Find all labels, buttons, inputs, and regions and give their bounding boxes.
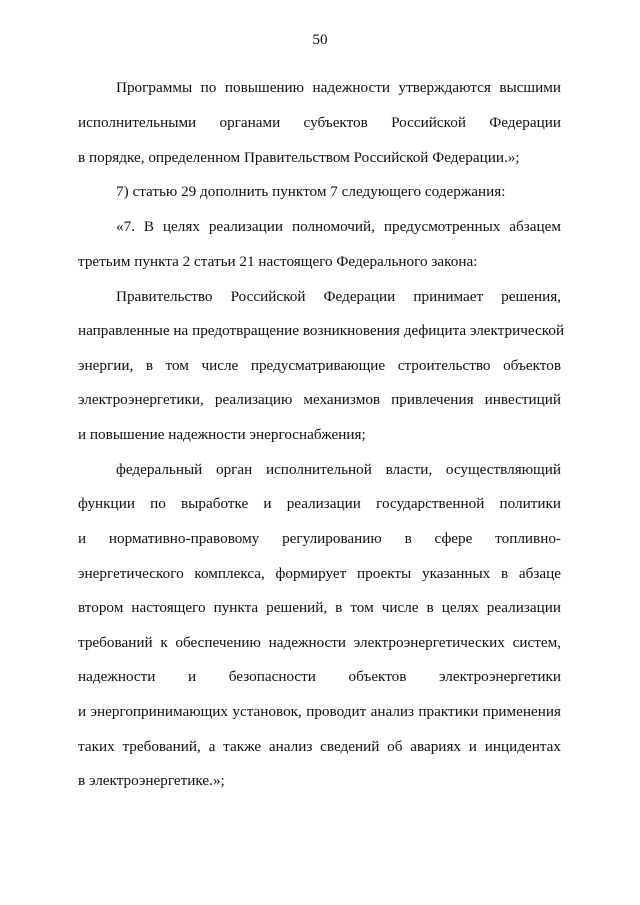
text-line: Программы по повышению надежности утверждаются высшими (116, 79, 561, 96)
text-line: третьим пункта 2 статьи 21 настоящего Федерального закона: (78, 253, 478, 270)
text-line: и энергопринимающих установок, проводит анализ практики применения (78, 703, 561, 720)
text-line: энергии, в том числе предусматривающие строительство объектов (78, 357, 561, 374)
text-line: федеральный орган исполнительной власти, осуществляющий (116, 461, 561, 478)
text-line: функции по выработке и реализации государственной политики (78, 495, 561, 512)
text-line: 7) статью 29 дополнить пунктом 7 следующего содержания: (116, 183, 506, 200)
text-line: Правительство Российской Федерации принимает решения, (116, 288, 561, 305)
page-number: 50 (312, 31, 328, 48)
text-line: и нормативно-правовому регулированию в сфере топливно- (78, 530, 561, 547)
text-line: требований к обеспечению надежности электроэнергетических систем, (78, 634, 561, 651)
text-line: и повышение надежности энергоснабжения; (78, 426, 366, 443)
text-line: втором настоящего пункта решений, в том числе в целях реализации (78, 599, 561, 616)
text-line: в электроэнергетике.»; (78, 772, 225, 789)
text-line: исполнительными органами субъектов Российской Федерации (78, 114, 561, 131)
text-line: таких требований, а также анализ сведений об авариях и инцидентах (78, 738, 561, 755)
text-line: надежности и безопасности объектов электроэнергетики (78, 668, 561, 685)
text-line: в порядке, определенном Правительством Российской Федерации.»; (78, 149, 520, 166)
text-line: электроэнергетики, реализацию механизмов привлечения инвестиций (78, 391, 561, 408)
text-line: «7. В целях реализации полномочий, предусмотренных абзацем (116, 218, 561, 235)
text-line: направленные на предотвращение возникновения дефицита электрической (78, 322, 565, 339)
text-line: энергетического комплекса, формирует проекты указанных в абзаце (78, 565, 561, 582)
